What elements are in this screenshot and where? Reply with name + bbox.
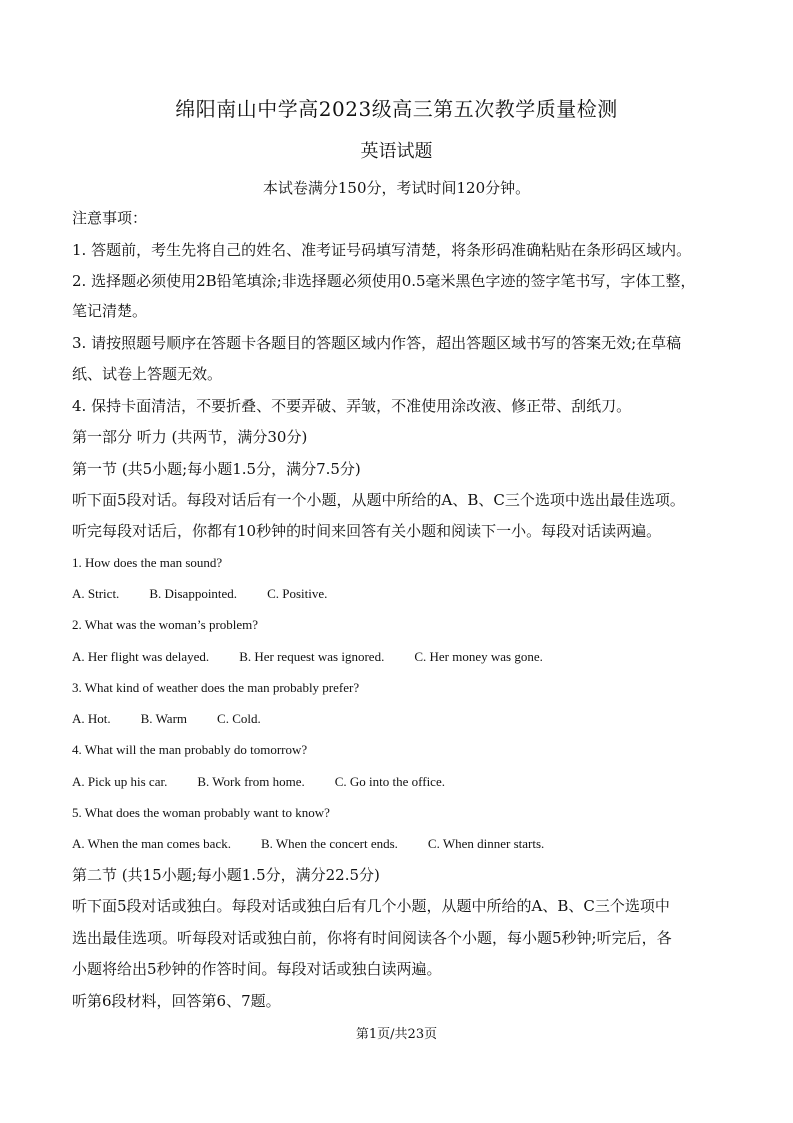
section2-intro: 选出最佳选项。听每段对话或独白前，你将有时间阅读各个小题，每小题5秒钟;听完后，各 — [72, 929, 672, 947]
question-options — [72, 834, 574, 854]
note-item: 2. 选择题必须使用2B铅笔填涂;非选择题必须使用0.5毫米黑色字迹的签字笔书写，字体工整， — [72, 272, 696, 290]
question-text: 4. What will the man probably do tomorrow? — [72, 742, 308, 757]
exam-title: 绵阳南山中学高2023级高三第五次教学质量检测 — [175, 97, 618, 121]
option: A. When the man comes back. — [72, 836, 231, 851]
note-item: 笔记清楚。 — [72, 302, 148, 320]
option: B. When the concert ends. — [260, 836, 398, 851]
option: C. When dinner starts. — [427, 836, 545, 851]
section2-intro: 听下面5段对话或独白。每段对话或独白后有几个小题，从题中所给的A、B、C三个选项中 — [72, 897, 670, 915]
section1-intro: 听完每段对话后，你都有10秒钟的时间来回答有关小题和阅读下一小。每段对话读两遍。 — [72, 522, 662, 540]
part1-heading: 第一部分 听力 (共两节，满分30分) — [72, 428, 308, 446]
option: B. Disappointed. — [149, 586, 238, 601]
note-item: 4. 保持卡面清洁，不要折叠、不要弄破、弄皱，不准使用涂改液、修正带、刮纸刀。 — [72, 397, 632, 415]
option: C. Cold. — [217, 711, 261, 726]
option: B. Warm — [140, 711, 188, 726]
question-options — [72, 647, 573, 667]
section2-intro: 小题将给出5秒钟的作答时间。每段对话或独白读两遍。 — [72, 960, 442, 978]
section1-intro: 听下面5段对话。每段对话后有一个小题，从题中所给的A、B、C三个选项中选出最佳选项。 — [72, 491, 685, 509]
page-number: 第1页/共23页 — [355, 1027, 438, 1042]
option: B. Work from home. — [197, 774, 305, 789]
option: C. Positive. — [267, 586, 328, 601]
exam-subtitle: 英语试题 — [360, 141, 433, 162]
option: B. Her request was ignored. — [239, 649, 385, 664]
option: C. Her money was gone. — [414, 649, 543, 664]
material-instruction: 听第6段材料，回答第6、7题。 — [72, 992, 281, 1010]
note-item: 1. 答题前，考生先将自己的姓名、准考证号码填写清楚，将条形码准确粘贴在条形码区域内。 — [72, 241, 692, 259]
note-item: 纸、试卷上答题无效。 — [72, 365, 223, 383]
question-options — [72, 709, 291, 729]
notes-heading: 注意事项： — [72, 209, 148, 227]
option: A. Her flight was delayed. — [72, 649, 210, 664]
question-options — [72, 772, 475, 792]
option: A. Strict. — [72, 586, 120, 601]
question-text: 3. What kind of weather does the man probably prefer? — [72, 680, 360, 695]
question-options — [72, 584, 357, 604]
option: A. Hot. — [72, 711, 111, 726]
question-text: 5. What does the woman probably want to know? — [72, 805, 330, 820]
question-text: 2. What was the woman’s problem? — [72, 617, 259, 632]
exam-info: 本试卷满分150分，考试时间120分钟。 — [262, 179, 531, 197]
note-item: 3. 请按照题号顺序在答题卡各题目的答题区域内作答，超出答题区域书写的答案无效;在草稿 — [72, 334, 682, 352]
option: A. Pick up his car. — [72, 774, 168, 789]
option: C. Go into the office. — [334, 774, 445, 789]
question-text: 1. How does the man sound? — [72, 555, 223, 570]
section2-heading: 第二节 (共15小题;每小题1.5分，满分22.5分) — [72, 866, 380, 884]
section1-heading: 第一节 (共5小题;每小题1.5分，满分7.5分) — [72, 460, 361, 478]
